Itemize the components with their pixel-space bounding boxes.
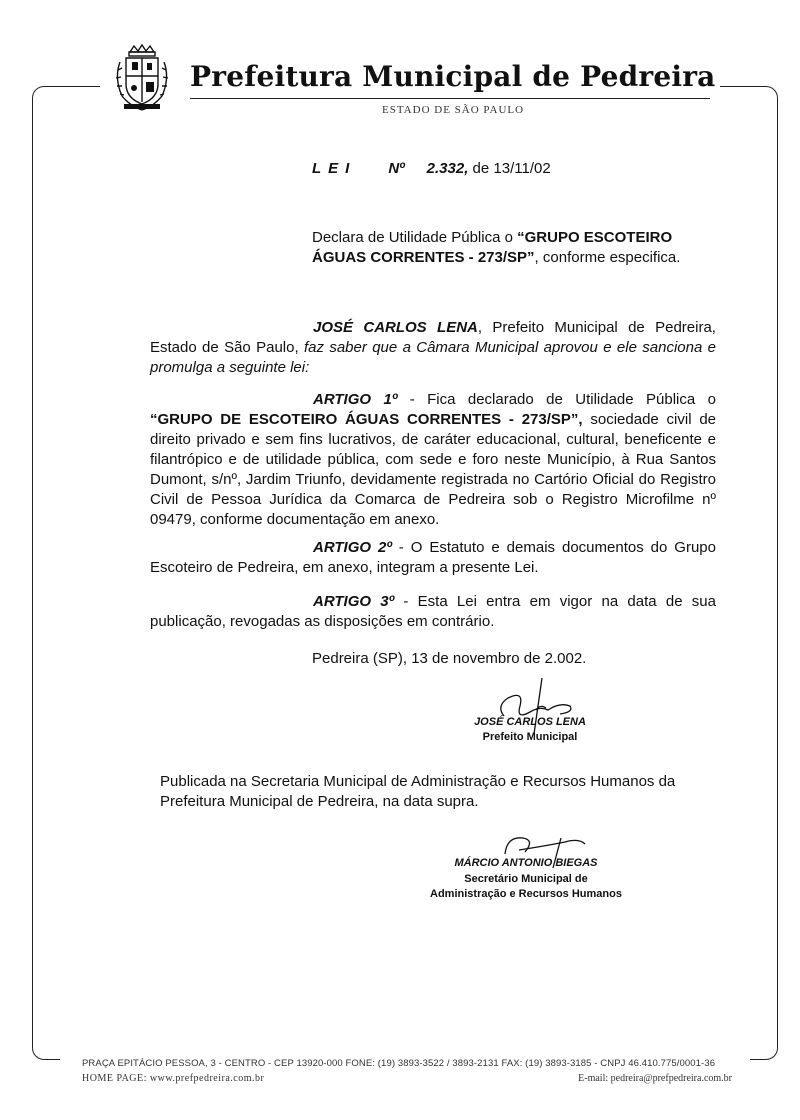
law-heading bbox=[312, 160, 551, 177]
secretary-role-line-1: Secretário Municipal de bbox=[464, 873, 588, 885]
preamble-paragraph bbox=[150, 318, 716, 378]
secretary-signature-name: MÁRCIO ANTONIO BIEGAS bbox=[454, 857, 598, 869]
article-1-entity: “GRUPO DE ESCOTEIRO ÁGUAS CORRENTES - 273/SP”, bbox=[150, 411, 583, 428]
mayor-signature-role: Prefeito Municipal bbox=[482, 731, 578, 743]
mayor-signature-name: JOSÉ CARLOS LENA bbox=[474, 716, 586, 728]
summary-prefix: Declara de Utilidade Pública o bbox=[312, 229, 518, 246]
secretary-signature-icon bbox=[495, 828, 605, 878]
law-number-label: Nº bbox=[388, 160, 405, 177]
article-2 bbox=[150, 538, 716, 578]
article-3 bbox=[150, 592, 716, 632]
article-1 bbox=[150, 390, 716, 530]
article-3-text: - Esta Lei entra em vigor na data de sua publicação, revogadas as disposições em contrário. bbox=[150, 593, 716, 630]
municipal-coat-of-arms-icon bbox=[110, 42, 174, 114]
article-2-label: ARTIGO 2º bbox=[313, 539, 392, 556]
summary-suffix: , conforme especifica. bbox=[534, 249, 681, 266]
summary-entity: “GRUPO ESCOTEIRO ÁGUAS CORRENTES - 273/SP” bbox=[312, 229, 673, 266]
footer-homepage[interactable]: HOME PAGE: www.prefpedreira.com.br bbox=[82, 1073, 265, 1084]
footer-email[interactable]: E-mail: pedreira@prefpedreira.com.br bbox=[578, 1073, 732, 1084]
article-1-text: sociedade civil de direito privado e sem fins lucrativos, de caráter educacional, cultural, beneficente e filantrópico e de utilidade pública, com sede e foro neste Município, à Rua Santos Dumont, s/nº, Jardim Triunfo, devidamente registrada no Cartório Oficial do Registro Civil de Pessoa Jurídica da Comarca de Pedreira sob o Registro Microfilme nº 09479, conforme documentação em anexo. bbox=[150, 411, 717, 528]
article-2-text: - O Estatuto e demais documentos do Grupo Escoteiro de Pedreira, em anexo, integram a presente Lei. bbox=[150, 539, 716, 576]
law-word: LEI bbox=[312, 160, 357, 177]
publication-note: Publicada na Secretaria Municipal de Administração e Recursos Humanos da Prefeitura Municipal de Pedreira, na data supra. bbox=[160, 773, 676, 810]
secretary-signature-role bbox=[420, 872, 632, 902]
footer-address: PRAÇA EPITÁCIO PESSOA, 3 - CENTRO - CEP 13920-000 FONE: (19) 3893-3522 / 3893-2131 FAX: (19) 3893-3185 - CNPJ 46.410.775/0001-36 bbox=[82, 1058, 716, 1069]
dateline: Pedreira (SP), 13 de novembro de 2.002. bbox=[312, 650, 587, 667]
page-title: Prefeitura Municipal de Pedreira bbox=[190, 60, 716, 93]
article-1-lead: - Fica declarado de Utilidade Pública o bbox=[397, 391, 716, 408]
law-date: de 13/11/02 bbox=[472, 160, 551, 177]
mayor-name: JOSÉ CARLOS LENA bbox=[313, 319, 478, 336]
article-3-label: ARTIGO 3º bbox=[313, 593, 395, 610]
secretary-role-line-2: Administração e Recursos Humanos bbox=[430, 888, 622, 900]
law-summary bbox=[312, 228, 717, 268]
preamble-text-1: , Prefeito Municipal de Pedreira, Estado de São Paulo, bbox=[150, 319, 716, 356]
title-underline bbox=[190, 98, 710, 99]
article-1-label: ARTIGO 1º bbox=[313, 391, 398, 408]
state-subtitle: ESTADO DE SÃO PAULO bbox=[382, 104, 525, 116]
preamble-text-2: faz saber que a Câmara Municipal aprovou e ele sanciona e promulga a seguinte lei: bbox=[150, 339, 716, 376]
law-number: 2.332, bbox=[426, 160, 469, 177]
